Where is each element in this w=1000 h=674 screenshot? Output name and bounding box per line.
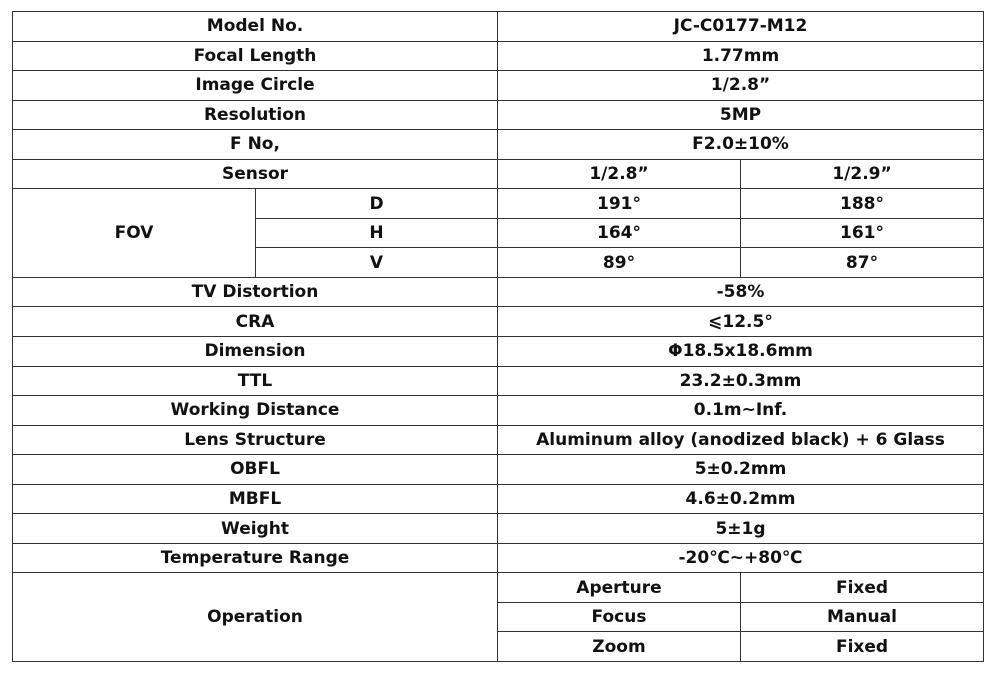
fov-v-value-1: 89°	[498, 248, 741, 278]
spec-table	[12, 11, 984, 662]
operation-focus-name: Focus	[498, 602, 741, 632]
cra-label: CRA	[13, 307, 498, 337]
ttl-value: 23.2±0.3mm	[498, 366, 984, 396]
table-row	[13, 189, 984, 219]
weight-value: 5±1g	[498, 514, 984, 544]
resolution-value: 5MP	[498, 100, 984, 130]
mbfl-label: MBFL	[13, 484, 498, 514]
obfl-label: OBFL	[13, 455, 498, 485]
operation-zoom-value: Fixed	[741, 632, 984, 662]
sensor-label: Sensor	[13, 159, 498, 189]
resolution-label: Resolution	[13, 100, 498, 130]
temperature-range-label: Temperature Range	[13, 543, 498, 573]
table-row	[13, 100, 984, 130]
fov-d-value-2: 188°	[741, 189, 984, 219]
fov-axis-v: V	[256, 248, 498, 278]
table-row	[13, 12, 984, 42]
operation-aperture-name: Aperture	[498, 573, 741, 603]
temperature-range-value: -20℃~+80℃	[498, 543, 984, 573]
operation-aperture-value: Fixed	[741, 573, 984, 603]
table-row	[13, 337, 984, 367]
model-value: JC-C0177-M12	[498, 12, 984, 42]
weight-label: Weight	[13, 514, 498, 544]
table-row	[13, 41, 984, 71]
fov-h-value-2: 161°	[741, 218, 984, 248]
table-row	[13, 277, 984, 307]
focal-length-value: 1.77mm	[498, 41, 984, 71]
fov-axis-d: D	[256, 189, 498, 219]
working-distance-label: Working Distance	[13, 396, 498, 426]
obfl-value: 5±0.2mm	[498, 455, 984, 485]
working-distance-value: 0.1m~Inf.	[498, 396, 984, 426]
f-no-value: F2.0±10%	[498, 130, 984, 160]
table-row	[13, 573, 984, 603]
operation-focus-value: Manual	[741, 602, 984, 632]
model-label: Model No.	[13, 12, 498, 42]
table-row	[13, 366, 984, 396]
ttl-label: TTL	[13, 366, 498, 396]
focal-length-label: Focal Length	[13, 41, 498, 71]
table-row	[13, 543, 984, 573]
fov-d-value-1: 191°	[498, 189, 741, 219]
table-row	[13, 71, 984, 101]
dimension-value: Φ18.5x18.6mm	[498, 337, 984, 367]
operation-label: Operation	[13, 573, 498, 662]
fov-v-value-2: 87°	[741, 248, 984, 278]
fov-h-value-1: 164°	[498, 218, 741, 248]
fov-label: FOV	[13, 189, 256, 278]
lens-structure-label: Lens Structure	[13, 425, 498, 455]
operation-zoom-name: Zoom	[498, 632, 741, 662]
dimension-label: Dimension	[13, 337, 498, 367]
table-row	[13, 425, 984, 455]
cra-value: ⩽12.5°	[498, 307, 984, 337]
mbfl-value: 4.6±0.2mm	[498, 484, 984, 514]
table-row	[13, 130, 984, 160]
image-circle-value: 1/2.8”	[498, 71, 984, 101]
table-row	[13, 484, 984, 514]
fov-axis-h: H	[256, 218, 498, 248]
table-row	[13, 396, 984, 426]
sensor-value-2: 1/2.9”	[741, 159, 984, 189]
table-row	[13, 159, 984, 189]
table-row	[13, 455, 984, 485]
table-row	[13, 514, 984, 544]
lens-structure-value: Aluminum alloy (anodized black) + 6 Glass	[498, 425, 984, 455]
f-no-label: F No,	[13, 130, 498, 160]
table-row	[13, 307, 984, 337]
image-circle-label: Image Circle	[13, 71, 498, 101]
tv-distortion-value: -58%	[498, 277, 984, 307]
tv-distortion-label: TV Distortion	[13, 277, 498, 307]
sensor-value-1: 1/2.8”	[498, 159, 741, 189]
